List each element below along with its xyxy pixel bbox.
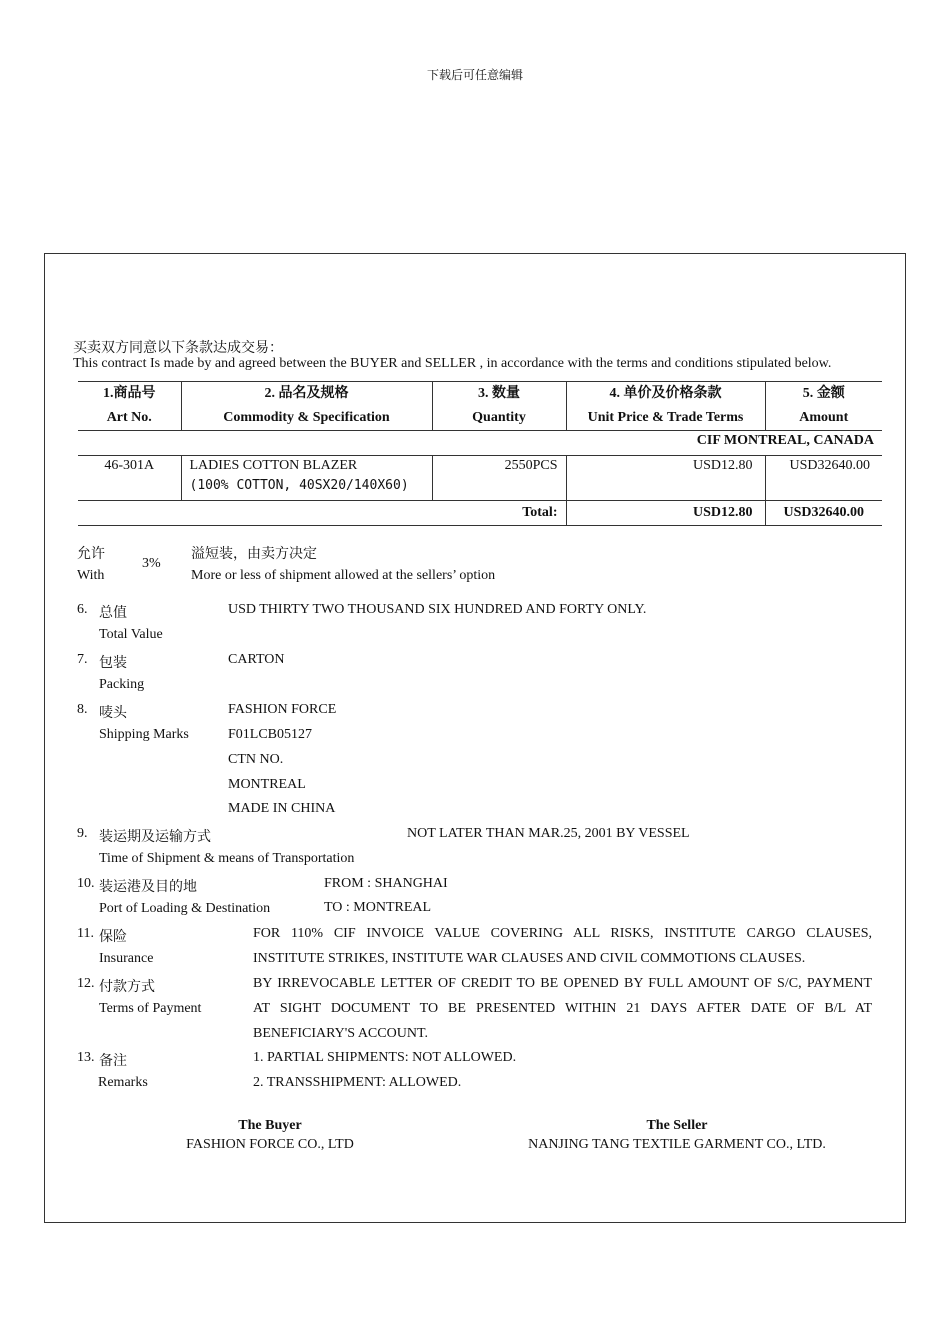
cell-quantity: 2550PCS	[432, 456, 566, 501]
clause-6-number: 6.	[77, 602, 88, 617]
clause-8-label-cn: 唛头	[99, 706, 127, 721]
intro-chinese: 买卖双方同意以下条款达成交易：	[73, 341, 283, 356]
tolerance-label-cn: 允许	[77, 547, 105, 562]
remarks-line: 2. TRANSSHIPMENT: ALLOWED.	[253, 1075, 462, 1090]
insurance-line: FOR 110% CIF INVOICE VALUE COVERING ALL RISKS, INSTITUTE CARGO CLAUSES,	[253, 926, 872, 941]
commodity-spec: (100% COTTON, 40SX20/140X60)	[189, 478, 409, 493]
payment-line: BY IRREVOCABLE LETTER OF CREDIT TO BE OPENED BY FULL AMOUNT OF S/C, PAYMENT	[253, 976, 872, 991]
table-header-row	[78, 382, 882, 431]
clause-10-label-en: Port of Loading & Destination	[99, 901, 271, 916]
total-label: Total:	[78, 501, 566, 526]
clause-13-label-cn: 备注	[99, 1054, 127, 1069]
clause-13-label-en: Remarks	[98, 1075, 148, 1090]
seller-name: NANJING TANG TEXTILE GARMENT CO., LTD.	[528, 1137, 826, 1152]
goods-table	[78, 381, 882, 526]
cell-commodity	[181, 456, 432, 501]
tolerance-text-en: More or less of shipment allowed at the sellers’ option	[191, 568, 496, 583]
clause-11-label-en: Insurance	[99, 951, 154, 966]
clause-11-number: 11.	[77, 926, 94, 941]
clause-10-label-cn: 装运港及目的地	[99, 880, 197, 895]
insurance-line: INSTITUTE STRIKES, INSTITUTE WAR CLAUSES AND CIVIL COMMOTIONS CLAUSES.	[253, 951, 806, 966]
col-header-art-no: 1.商品号 Art No.	[78, 382, 181, 431]
clause-6-label-cn: 总值	[99, 606, 127, 621]
shipping-mark-line: CTN NO.	[228, 752, 284, 767]
col-header-unit-price: 4. 单价及价格条款 Unit Price & Trade Terms	[566, 382, 765, 431]
clause-11-label-cn: 保险	[99, 930, 127, 945]
trade-terms-row	[78, 431, 882, 456]
clause-7-number: 7.	[77, 652, 88, 667]
table-row	[78, 456, 882, 501]
seller-title: The Seller	[646, 1118, 708, 1133]
total-amount: USD32640.00	[765, 501, 882, 526]
clause-12-number: 12.	[77, 976, 95, 991]
col-header-quantity: 3. 数量 Quantity	[432, 382, 566, 431]
cell-art-no: 46-301A	[78, 456, 181, 501]
cell-unit-price: USD12.80	[566, 456, 765, 501]
cell-amount: USD32640.00	[765, 456, 882, 501]
remarks-line: 1. PARTIAL SHIPMENTS: NOT ALLOWED.	[253, 1050, 517, 1065]
clause-9-number: 9.	[77, 826, 88, 841]
buyer-name: FASHION FORCE CO., LTD	[186, 1137, 354, 1152]
total-unit-price: USD12.80	[566, 501, 765, 526]
port-of-destination: TO : MONTREAL	[324, 900, 432, 915]
trade-terms: CIF MONTREAL, CANADA	[78, 431, 882, 456]
tolerance-text-cn: 溢短装，由卖方决定	[191, 547, 317, 562]
clause-10-number: 10.	[77, 876, 95, 891]
intro-english: This contract Is made by and agreed between the BUYER and SELLER , in accordance with the terms and conditions stipulated below.	[73, 356, 832, 371]
clause-9-label-en: Time of Shipment & means of Transportation	[99, 851, 355, 866]
tolerance-label-en: With	[77, 568, 105, 583]
clause-8-number: 8.	[77, 702, 88, 717]
clause-8-label-en: Shipping Marks	[99, 727, 189, 742]
clause-7-label-en: Packing	[99, 677, 145, 692]
clause-12-label-cn: 付款方式	[99, 980, 155, 995]
col-header-amount: 5. 金额 Amount	[765, 382, 882, 431]
buyer-title: The Buyer	[238, 1118, 302, 1133]
shipping-mark-line: F01LCB05127	[228, 727, 313, 742]
shipping-mark-line: MADE IN CHINA	[228, 801, 336, 816]
commodity-name: LADIES COTTON BLAZER	[189, 458, 358, 473]
port-of-loading: FROM : SHANGHAI	[324, 876, 448, 891]
col-header-commodity: 2. 品名及规格 Commodity & Specification	[181, 382, 432, 431]
shipping-mark-line: FASHION FORCE	[228, 702, 337, 717]
payment-line: BENEFICIARY'S ACCOUNT.	[253, 1026, 428, 1041]
header-note: 下载后可任意编辑	[426, 68, 523, 82]
clause-9-value: NOT LATER THAN MAR.25, 2001 BY VESSEL	[407, 826, 690, 841]
clause-7-value: CARTON	[228, 652, 285, 667]
clause-6-value: USD THIRTY TWO THOUSAND SIX HUNDRED AND FORTY ONLY.	[228, 602, 647, 617]
shipping-mark-line: MONTREAL	[228, 777, 306, 792]
tolerance-percent: 3%	[142, 556, 161, 571]
clause-7-label-cn: 包装	[99, 656, 127, 671]
clause-12-label-en: Terms of Payment	[99, 1001, 202, 1016]
clause-13-number: 13.	[77, 1050, 95, 1065]
clause-6-label-en: Total Value	[99, 627, 163, 642]
total-row	[78, 501, 882, 526]
clause-9-label-cn: 装运期及运输方式	[99, 830, 211, 845]
payment-line: AT SIGHT DOCUMENT TO BE PRESENTED WITHIN 21 DAYS AFTER DATE OF B/L AT	[253, 1001, 872, 1016]
